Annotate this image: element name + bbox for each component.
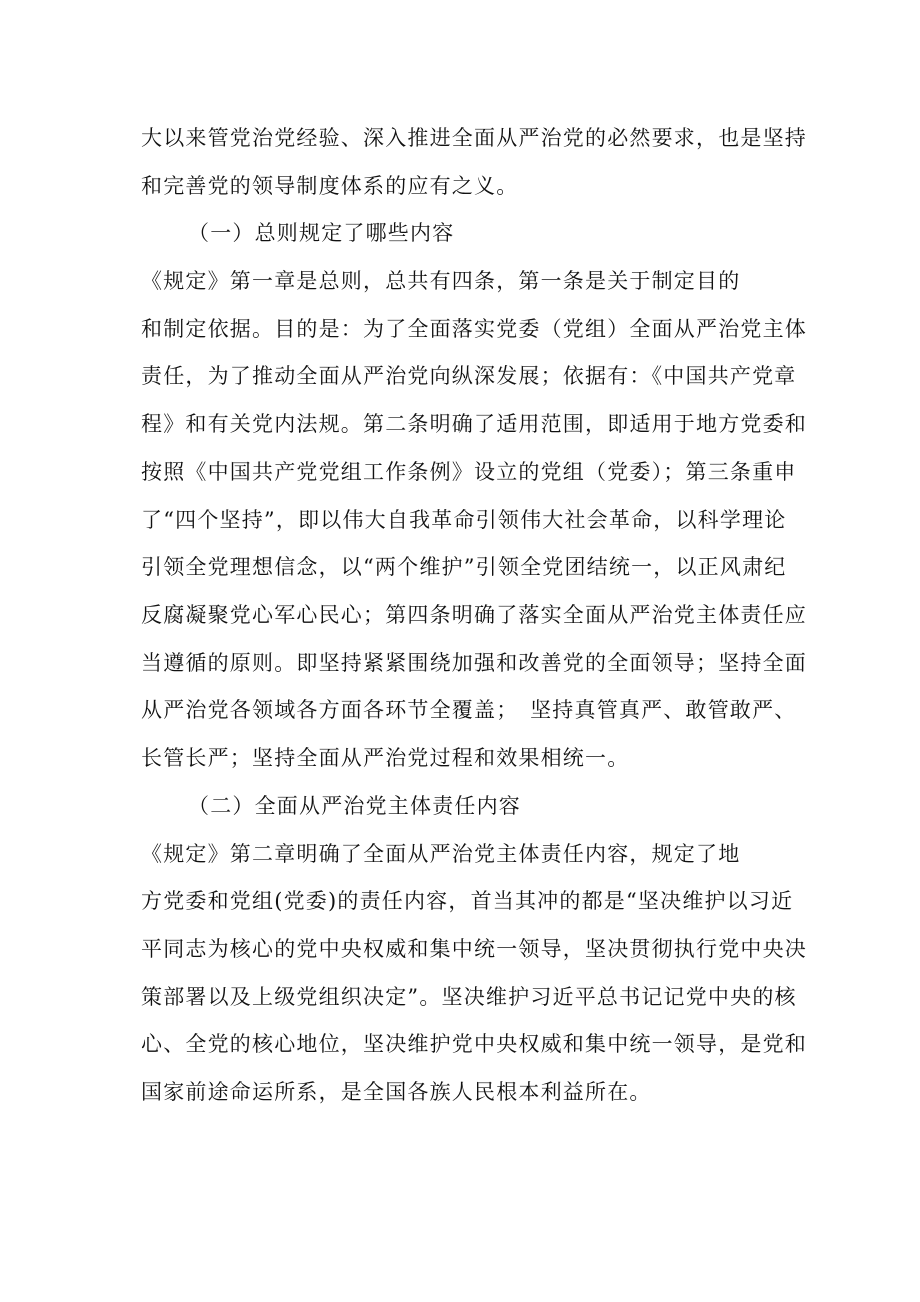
text-line: 平同志为核心的党中央权威和集中统一领导，坚决贯彻执行党中央决	[141, 937, 807, 961]
text-line: 按照《中国共产党党组工作条例》设立的党组（党委）；第三条重申	[141, 460, 797, 484]
text-line: 引领全党理想信念，以“两个维护”引领全党团结统一，以正风肃纪	[141, 555, 787, 579]
text-line: 责任，为了推动全面从严治党向纵深发展；依据有：《中国共产党章	[141, 364, 797, 388]
paragraph-line: 《规定》第一章是总则，总共有四条，第一条是关于制定目的	[141, 269, 741, 293]
text-line: 和完善党的领导制度体系的应有之义。	[141, 174, 519, 198]
text-line: 长管长严；坚持全面从严治党过程和效果相统一。	[141, 746, 630, 770]
paragraph-line: 《规定》第二章明确了全面从严治党主体责任内容，规定了地	[141, 842, 741, 866]
text-line: 程》和有关党内法规。第二条明确了适用范围，即适用于地方党委和	[141, 412, 807, 436]
text-line: 大以来管党治党经验、深入推进全面从严治党的必然要求，也是坚持	[141, 126, 807, 150]
section-heading: （一）总则规定了哪些内容	[188, 221, 455, 245]
text-line: 策部署以及上级党组织决定”。坚决维护习近平总书记记党中央的核	[141, 985, 797, 1009]
text-line: 从严治党各领域各方面各环节全覆盖； 坚持真管真严、敢管敢严、	[141, 698, 797, 722]
text-line: 和制定依据。目的是：为了全面落实党委（党组）全面从严治党主体	[141, 317, 807, 341]
text-line: 了“四个坚持”，即以伟大自我革命引领伟大社会革命，以科学理论	[141, 508, 787, 532]
text-line: 心、全党的核心地位，坚决维护党中央权威和集中统一领导，是党和	[141, 1032, 807, 1056]
text-line: 国家前途命运所系，是全国各族人民根本利益所在。	[141, 1080, 652, 1104]
section-heading: （二）全面从严治党主体责任内容	[188, 794, 521, 818]
text-line: 当遵循的原则。即坚持紧紧围绕加强和改善党的全面领导；坚持全面	[141, 651, 807, 675]
text-line: 方党委和党组(党委)的责任内容，首当其冲的都是“坚决维护以习近	[141, 889, 794, 913]
text-line: 反腐凝聚党心军心民心；第四条明确了落实全面从严治党主体责任应	[141, 603, 807, 627]
